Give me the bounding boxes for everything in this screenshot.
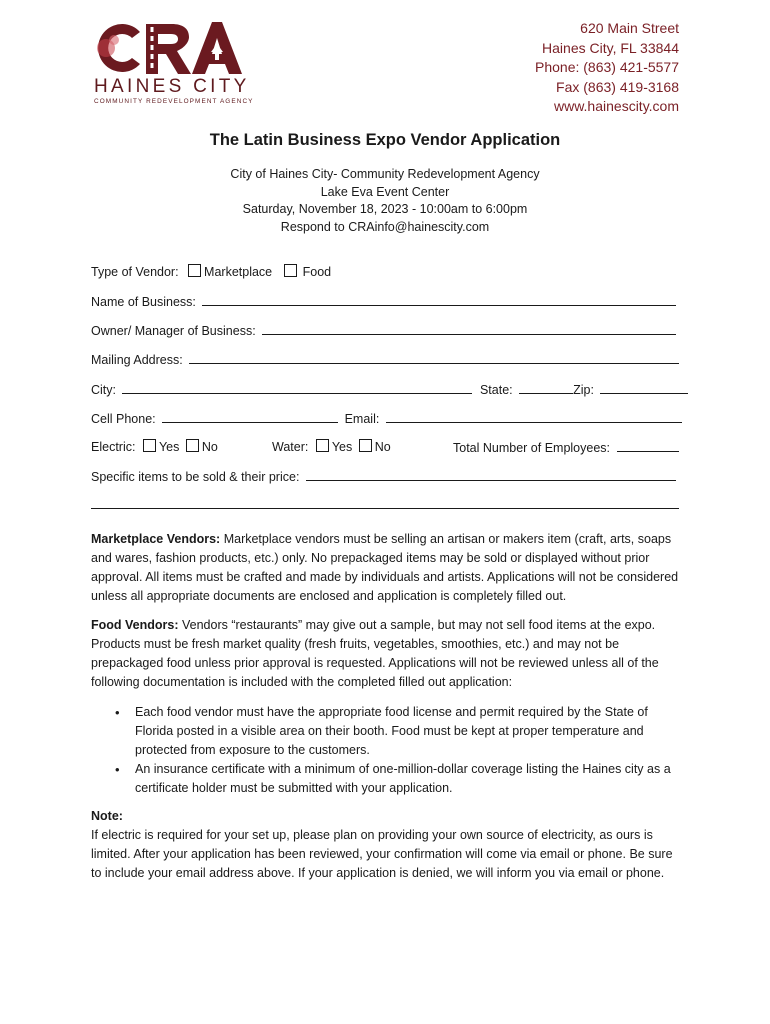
employees-field[interactable] bbox=[617, 439, 679, 452]
cra-logo bbox=[92, 18, 254, 108]
business-name-row bbox=[91, 293, 676, 309]
food-option-label: Food bbox=[302, 265, 332, 279]
marketplace-heading: Marketplace Vendors: bbox=[91, 532, 221, 546]
business-name-field[interactable] bbox=[202, 293, 676, 306]
logo-agency-text: COMMUNITY REDEVELOPMENT AGENCY bbox=[94, 98, 254, 105]
food-text: Vendors “restaurants” may give out a sample, but may not sell food items at the expo. Products must be fresh market quality (fresh fruits, vegetables, smoothies, etc.) and may not be prepackaged food unless prior approval is requested. Applications will not be reviewed unless all of the following documentation is included with the completed filled out application: bbox=[91, 618, 659, 689]
list-item bbox=[91, 760, 681, 798]
mailing-field[interactable] bbox=[189, 351, 679, 364]
water-no-checkbox[interactable] bbox=[359, 439, 372, 452]
zip-label: Zip: bbox=[573, 383, 594, 397]
food-checkbox[interactable] bbox=[284, 264, 297, 277]
date-line: Saturday, November 18, 2023 - 10:00am to 6:00pm bbox=[242, 202, 528, 216]
note-section bbox=[91, 807, 681, 883]
respond-line: Respond to CRAinfo@hainescity.com bbox=[280, 219, 490, 234]
electric-label: Electric: bbox=[91, 440, 136, 454]
owner-label: Owner/ Manager of Business: bbox=[91, 324, 256, 338]
cell-phone-label: Cell Phone: bbox=[91, 412, 156, 426]
mailing-row bbox=[91, 351, 679, 367]
address-block bbox=[535, 19, 679, 117]
vendor-type-label: Type of Vendor: bbox=[91, 265, 179, 279]
marketplace-checkbox[interactable] bbox=[188, 264, 201, 277]
owner-field[interactable] bbox=[262, 322, 676, 335]
logo-city-text: HAINES CITY bbox=[94, 76, 250, 97]
note-text: If electric is required for your set up, please plan on providing your own source of electricity, as ours is limited. After your application has been reviewed, your confirmation will come via email or phone. Be sure to include your email address above. If your application is denied, we will inform you via email or phone. bbox=[91, 828, 673, 880]
items-field-continued[interactable] bbox=[91, 498, 679, 509]
items-row bbox=[91, 468, 676, 484]
electric-yes-label: Yes bbox=[158, 440, 180, 454]
marketplace-text: Marketplace vendors must be selling an artisan or makers item (craft, arts, soaps and wares, fashion products, etc.) only. No prepackaged items may be sold or displayed without prior approval. All items must be crafted and made by individuals and artists. Applications will not be considered unless all appropriate documents are enclosed and application is completely filled out. bbox=[91, 532, 679, 603]
cra-logo-mark bbox=[92, 18, 242, 76]
food-section bbox=[91, 616, 681, 692]
state-label: State: bbox=[479, 383, 513, 397]
address-website[interactable]: www.hainescity.com bbox=[553, 98, 679, 114]
zip-field[interactable] bbox=[600, 381, 688, 394]
water-no-label: No bbox=[374, 440, 391, 454]
electric-no-label: No bbox=[201, 440, 218, 454]
owner-row bbox=[91, 322, 676, 338]
water-yes-label: Yes bbox=[331, 440, 353, 454]
mailing-label: Mailing Address: bbox=[91, 353, 183, 367]
organizer-line: City of Haines City- Community Redevelopment Agency bbox=[230, 167, 540, 181]
items-label: Specific items to be sold & their price: bbox=[91, 470, 300, 484]
contact-row bbox=[91, 410, 682, 426]
email-field[interactable] bbox=[386, 410, 682, 423]
marketplace-option-label: Marketplace bbox=[204, 265, 273, 279]
list-item-text: Each food vendor must have the appropriate food license and permit required by the State of Florida posted in a visible area on their booth. Food must be kept at proper temperature and protected from exposure to the customers. bbox=[135, 705, 648, 757]
marketplace-section bbox=[91, 530, 681, 606]
electric-no-checkbox[interactable] bbox=[186, 439, 199, 452]
list-item-text: An insurance certificate with a minimum of one-million-dollar coverage listing the Haines city as a certificate holder must be submitted with your application. bbox=[135, 762, 671, 795]
business-name-label: Name of Business: bbox=[91, 295, 196, 309]
employees-group bbox=[453, 439, 679, 455]
bullet-icon: • bbox=[115, 705, 120, 720]
state-field[interactable] bbox=[519, 381, 573, 394]
water-label: Water: bbox=[272, 440, 309, 454]
electric-yes-checkbox[interactable] bbox=[143, 439, 156, 452]
event-info bbox=[0, 166, 770, 236]
address-fax: Fax (863) 419-3168 bbox=[556, 78, 679, 95]
bullet-icon: • bbox=[115, 762, 120, 777]
email-label: Email: bbox=[344, 412, 380, 426]
note-heading: Note: bbox=[91, 809, 123, 823]
venue-line: Lake Eva Event Center bbox=[320, 184, 450, 199]
city-row bbox=[91, 381, 688, 397]
water-group bbox=[272, 439, 391, 454]
list-item bbox=[91, 703, 681, 760]
city-field[interactable] bbox=[122, 381, 472, 394]
food-requirements-list bbox=[91, 703, 681, 798]
address-phone: Phone: (863) 421-5577 bbox=[535, 59, 679, 75]
water-yes-checkbox[interactable] bbox=[316, 439, 329, 452]
employees-label: Total Number of Employees: bbox=[453, 441, 611, 455]
food-heading: Food Vendors: bbox=[91, 618, 179, 632]
city-label: City: bbox=[91, 383, 116, 397]
page-title: The Latin Business Expo Vendor Application bbox=[209, 131, 561, 149]
address-city-state: Haines City, FL 33844 bbox=[542, 39, 679, 56]
electric-group bbox=[91, 439, 218, 454]
cell-phone-field[interactable] bbox=[162, 410, 338, 423]
vendor-type-row bbox=[91, 264, 331, 279]
items-field[interactable] bbox=[306, 468, 676, 481]
address-street: 620 Main Street bbox=[580, 20, 679, 36]
